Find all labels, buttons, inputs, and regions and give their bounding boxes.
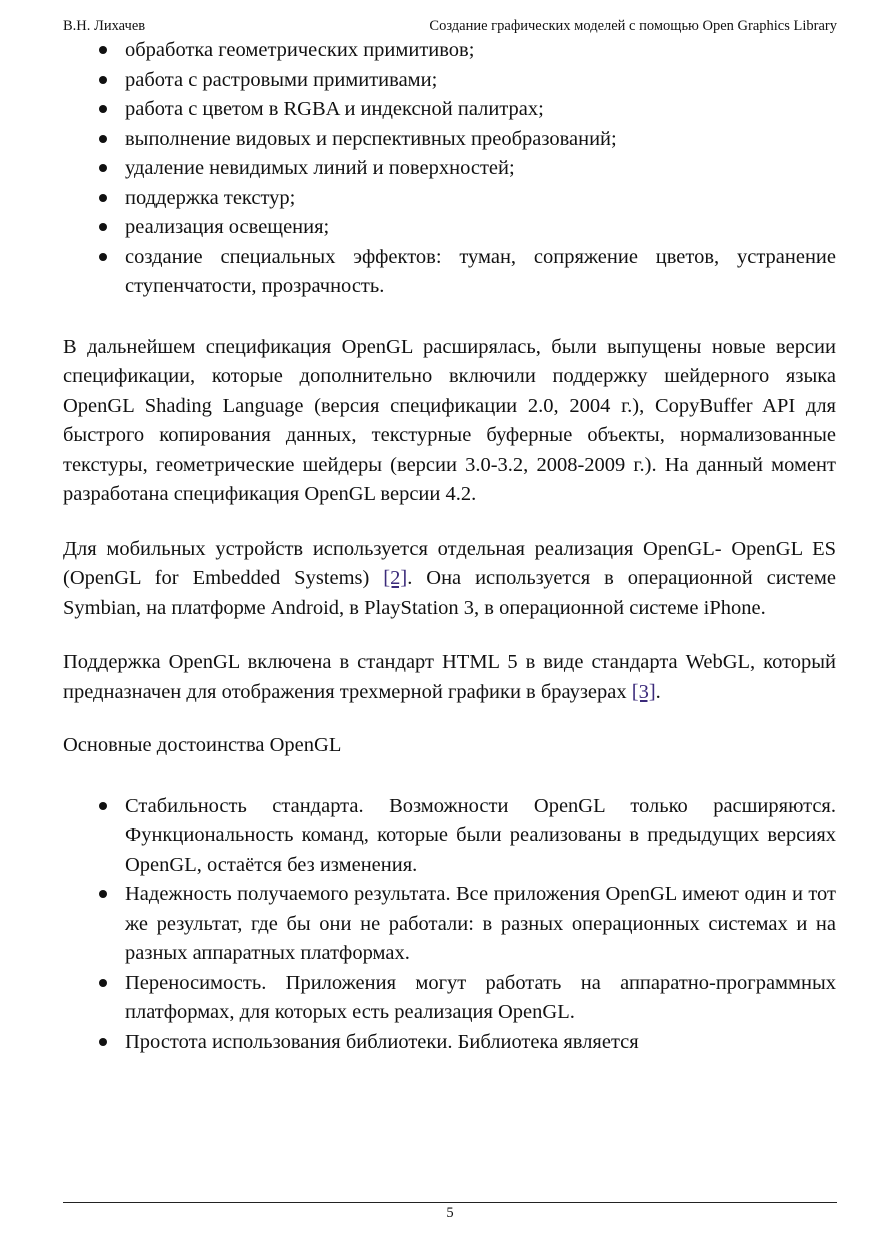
features-list (63, 36, 836, 302)
advantages-list (63, 792, 836, 1058)
page-content (63, 36, 836, 1057)
list-item: реализация освещения; (63, 213, 836, 243)
list-item: поддержка текстур; (63, 184, 836, 214)
text-segment: . (655, 680, 661, 703)
list-item: Простота использования библиотеки. Библиотека является (63, 1028, 836, 1058)
paragraph-spec-history: В дальнейшем спецификация OpenGL расширялась, были выпущены новые версии спецификации, которые дополнительно включили поддержку шейдерного языка OpenGL Shading Language (версия спецификации 2.0, 2004 г.), CopyBuffer API для быстрого копирования данных, текстурные буферные объекты, нормализованные текстуры, геометрические шейдеры (версии 3.0-3.2, 2008-2009 г.). На данный момент разработана спецификация OpenGL версии 4.2. (63, 335, 836, 505)
text-segment: Поддержка OpenGL включена в стандарт HTML 5 в виде стандарта WebGL, который предназначен для отображения трехмерной графики в браузерах (63, 651, 836, 703)
list-item: обработка геометрических примитивов; (63, 36, 836, 66)
list-item: Надежность получаемого результата. Все приложения OpenGL имеют один и тот же результат, где бы они не работали: в разных операционных системах и на разных аппаратных платформах. (63, 880, 836, 969)
list-item: удаление невидимых линий и поверхностей; (63, 154, 836, 184)
header-author: В.Н. Лихачев (63, 18, 146, 34)
reference-link-3[interactable]: [3] (631, 680, 656, 703)
list-item: Стабильность стандарта. Возможности OpenGL только расширяются. Функциональность команд, которые были реализованы в предыдущих версиях OpenGL, остаётся без изменения. (63, 792, 836, 881)
page-header (63, 16, 837, 36)
header-title: Создание графических моделей с помощью Open Graphics Library (429, 18, 837, 34)
paragraph-webgl (63, 648, 836, 707)
list-item: работа с растровыми примитивами; (63, 66, 836, 96)
paragraph-mobile (63, 535, 836, 624)
reference-link-2[interactable]: [2] (383, 567, 408, 589)
footer-divider (63, 1202, 837, 1203)
text-segment: . Она используется в операционной системе Symbian, на платформе Android, в PlayStation 3, в операционной системе iPhone. (63, 567, 836, 619)
list-item: создание специальных эффектов: туман, сопряжение цветов, устранение ступенчатости, прозрачность. (63, 243, 836, 302)
section-heading: Основные достоинства OpenGL (63, 734, 342, 756)
page-number: 5 (446, 1205, 454, 1221)
list-item: работа с цветом в RGBA и индексной палитрах; (63, 95, 836, 125)
text-segment: Для мобильных устройств используется отдельная реализация OpenGL- OpenGL ES (OpenGL for Embedded Systems) (63, 537, 836, 589)
list-item: Переносимость. Приложения могут работать на аппаратно-программных платформах, для которых есть реализация OpenGL. (63, 969, 836, 1028)
list-item: выполнение видовых и перспективных преобразований; (63, 125, 836, 155)
